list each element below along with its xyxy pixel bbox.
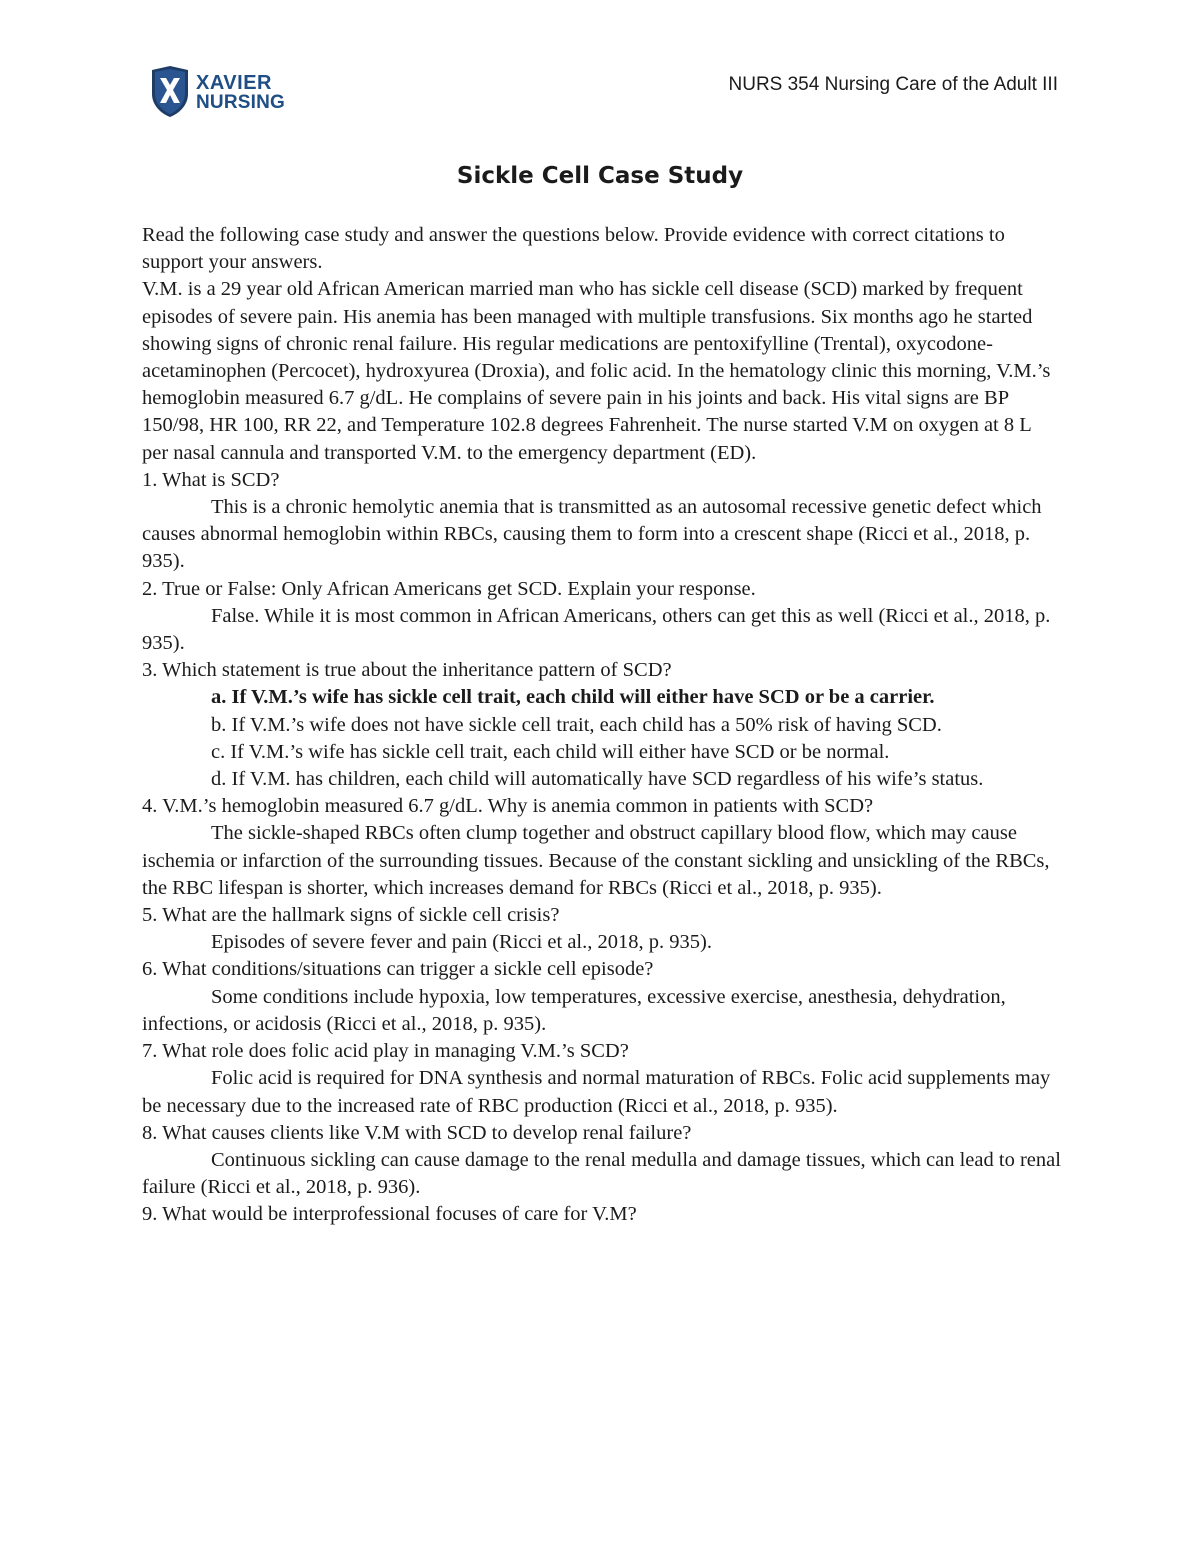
shield-x-icon bbox=[148, 66, 192, 118]
answer-1: This is a chronic hemolytic anemia that is transmitted as an autosomal recessive genetic defect which causes abnormal hemoglobin within RBCs, causing them to form into a crescent shape (Ricci et al., 2018, p. 935). bbox=[142, 496, 1042, 573]
answer-5: Episodes of severe fever and pain (Ricci et al., 2018, p. 935). bbox=[211, 931, 712, 954]
option-b: b. If V.M.’s wife does not have sickle cell trait, each child has a 50% risk of having SCD. bbox=[211, 713, 942, 736]
case-paragraph: V.M. is a 29 year old African American married man who has sickle cell disease (SCD) marked by frequent episodes of severe pain. His anemia has been managed with multiple transfusions. Six months ago he started showing signs of chronic renal failure. His regular medications are pentoxifylline (Trental), oxycodone-acetaminophen (Percocet), hydroxyurea (Droxia), and folic acid. In the hematology clinic this morning, V.M.’s hemoglobin measured 6.7 g/dL. He complains of severe pain in his joints and back. His vital signs are BP 150/98, HR 100, RR 22, and Temperature 102.8 degrees Fahrenheit. The nurse started V.M on oxygen at 8 L per nasal cannula and transported V.M. to the emergency department (ED). bbox=[142, 278, 1051, 464]
question-7: 7. What role does folic acid play in managing V.M.’s SCD? bbox=[142, 1040, 629, 1063]
document-title: Sickle Cell Case Study bbox=[456, 163, 744, 189]
intro-paragraph: Read the following case study and answer the questions below. Provide evidence with correct citations to support your answers. bbox=[142, 224, 1005, 274]
question-4: 4. V.M.’s hemoglobin measured 6.7 g/dL. Why is anemia common in patients with SCD? bbox=[142, 795, 874, 818]
question-6: 6. What conditions/situations can trigger a sickle cell episode? bbox=[142, 958, 654, 981]
course-title: NURS 354 Nursing Care of the Adult III bbox=[728, 74, 1058, 95]
answer-8: Continuous sickling can cause damage to the renal medulla and damage tissues, which can lead to renal failure (Ricci et al., 2018, p. 936). bbox=[142, 1148, 1061, 1199]
xavier-nursing-logo bbox=[148, 66, 288, 122]
page-header bbox=[0, 0, 1200, 130]
answer-6: Some conditions include hypoxia, low temperatures, excessive exercise, anesthesia, dehydration, infections, or acidosis (Ricci et al., 2018, p. 935). bbox=[142, 985, 1006, 1035]
answer-7: Folic acid is required for DNA synthesis and normal maturation of RBCs. Folic acid supplements may be necessary due to the increased rate of RBC production (Ricci et al., 2018, p. 935). bbox=[142, 1067, 1051, 1117]
answer-4: The sickle-shaped RBCs often clump together and obstruct capillary blood flow, which may cause ischemia or infarction of the surrounding tissues. Because of the constant sickling and unsickling of the RBCs, the RBC lifespan is shorter, which increases demand for RBCs (Ricci et al., 2018, p. 935). bbox=[142, 822, 1050, 899]
question-5: 5. What are the hallmark signs of sickle cell crisis? bbox=[142, 904, 560, 927]
question-9: 9. What would be interprofessional focuses of care for V.M? bbox=[142, 1203, 637, 1226]
answer-2: False. While it is most common in African Americans, others can get this as well (Ricci et al., 2018, p. 935). bbox=[142, 604, 1051, 655]
question-1: 1. What is SCD? bbox=[142, 468, 280, 491]
question-8: 8. What causes clients like V.M with SCD to develop renal failure? bbox=[142, 1121, 692, 1144]
option-a-correct: a. If V.M.’s wife has sickle cell trait, each child will either have SCD or be a carrier. bbox=[211, 686, 935, 709]
option-c: c. If V.M.’s wife has sickle cell trait, each child will either have SCD or be normal. bbox=[211, 740, 890, 763]
question-2: 2. True or False: Only African Americans get SCD. Explain your response. bbox=[142, 577, 756, 600]
logo-text-nursing: NURSING bbox=[196, 92, 286, 113]
logo-text-xavier: XAVIER bbox=[196, 72, 272, 94]
option-d: d. If V.M. has children, each child will automatically have SCD regardless of his wife’s status. bbox=[211, 768, 984, 791]
document-body bbox=[142, 222, 1062, 1229]
question-3: 3. Which statement is true about the inheritance pattern of SCD? bbox=[142, 659, 672, 682]
